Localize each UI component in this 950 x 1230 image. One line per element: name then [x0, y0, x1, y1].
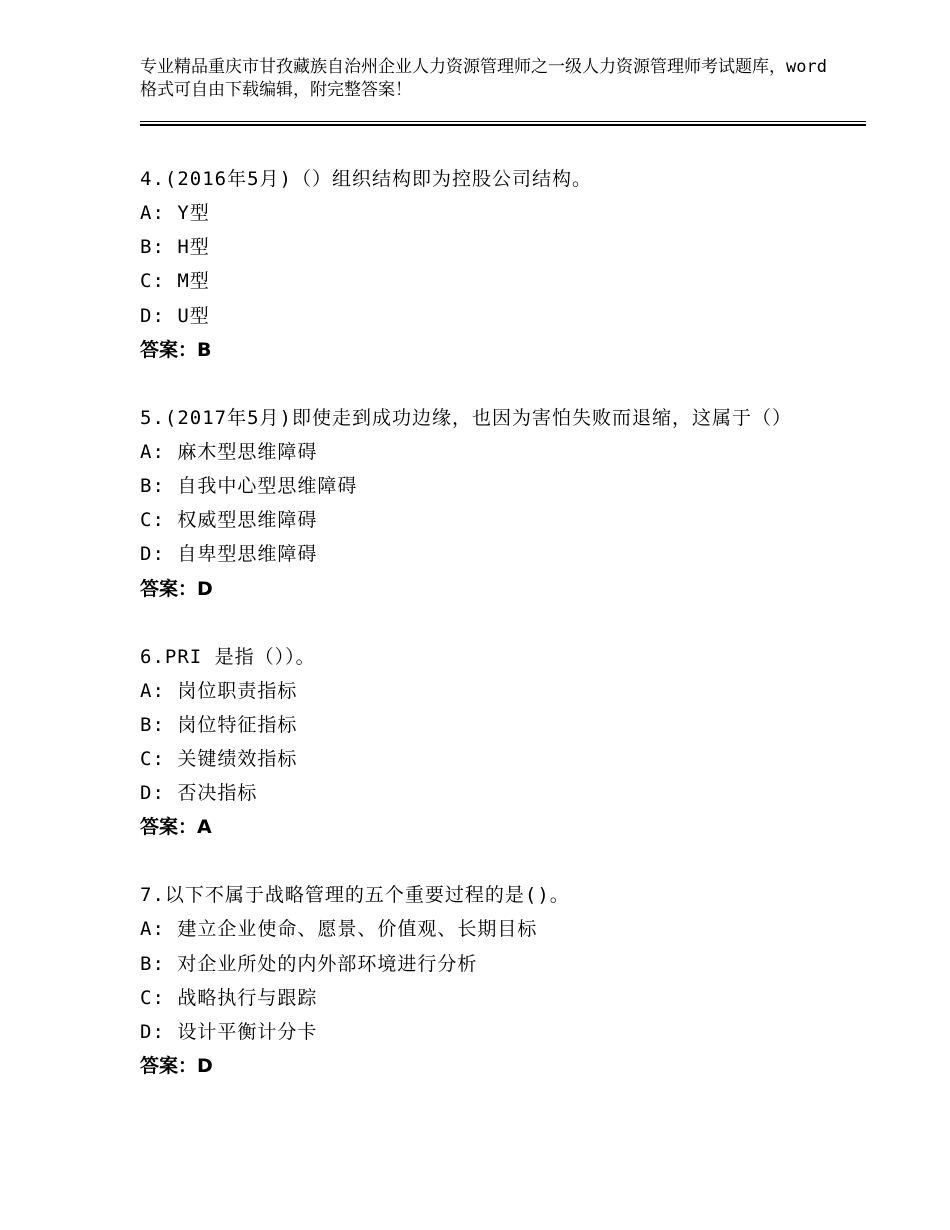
- answer-label: 答案：A: [140, 816, 212, 839]
- header-divider: [140, 121, 866, 125]
- option-a: A: Y型: [140, 202, 210, 224]
- option-d: D: 设计平衡计分卡: [140, 1021, 318, 1044]
- option-b: B: H型: [140, 236, 210, 259]
- answer-label: 答案：D: [140, 577, 213, 600]
- question-stem: 7.以下不属于战略管理的五个重要过程的是()。: [140, 884, 570, 907]
- question-item: [140, 162, 840, 367]
- option-b: B: 对企业所处的内外部环境进行分析: [140, 952, 478, 975]
- option-a: A: 麻木型思维障碍: [140, 440, 318, 463]
- question-stem: 6.PRI 是指（））。: [140, 645, 316, 668]
- question-list: [140, 162, 840, 1117]
- option-a: A: 建立企业使命、愿景、价值观、长期目标: [140, 918, 538, 941]
- option-c: C: 权威型思维障碍: [140, 509, 318, 532]
- question-item: [140, 401, 840, 606]
- option-c: C: 战略执行与跟踪: [140, 986, 318, 1009]
- answer-label: 答案：D: [140, 1055, 213, 1078]
- option-d: D: 否决指标: [140, 782, 258, 805]
- question-item: [140, 878, 840, 1083]
- option-b: B: 岗位特征指标: [140, 713, 298, 736]
- option-c: C: M型: [140, 270, 210, 293]
- answer-label: 答案：B: [140, 338, 212, 361]
- document-header: [140, 56, 830, 102]
- question-item: [140, 640, 840, 845]
- option-a: A: 岗位职责指标: [140, 679, 298, 702]
- option-c: C: 关键绩效指标: [140, 748, 298, 771]
- header-title: 专业精品重庆市甘孜藏族自治州企业人力资源管理师之一级人力资源管理师考试题库，word格式可自由下载编辑，附完整答案！: [140, 57, 827, 100]
- question-stem: 4.(2016年5月)（）组织结构即为控股公司结构。: [140, 168, 592, 190]
- question-stem: 5.(2017年5月)即使走到成功边缘，也因为害怕失败而退缩，这属于（）: [140, 406, 792, 429]
- option-d: D: U型: [140, 304, 210, 327]
- option-b: B: 自我中心型思维障碍: [140, 475, 358, 498]
- option-d: D: 自卑型思维障碍: [140, 543, 318, 566]
